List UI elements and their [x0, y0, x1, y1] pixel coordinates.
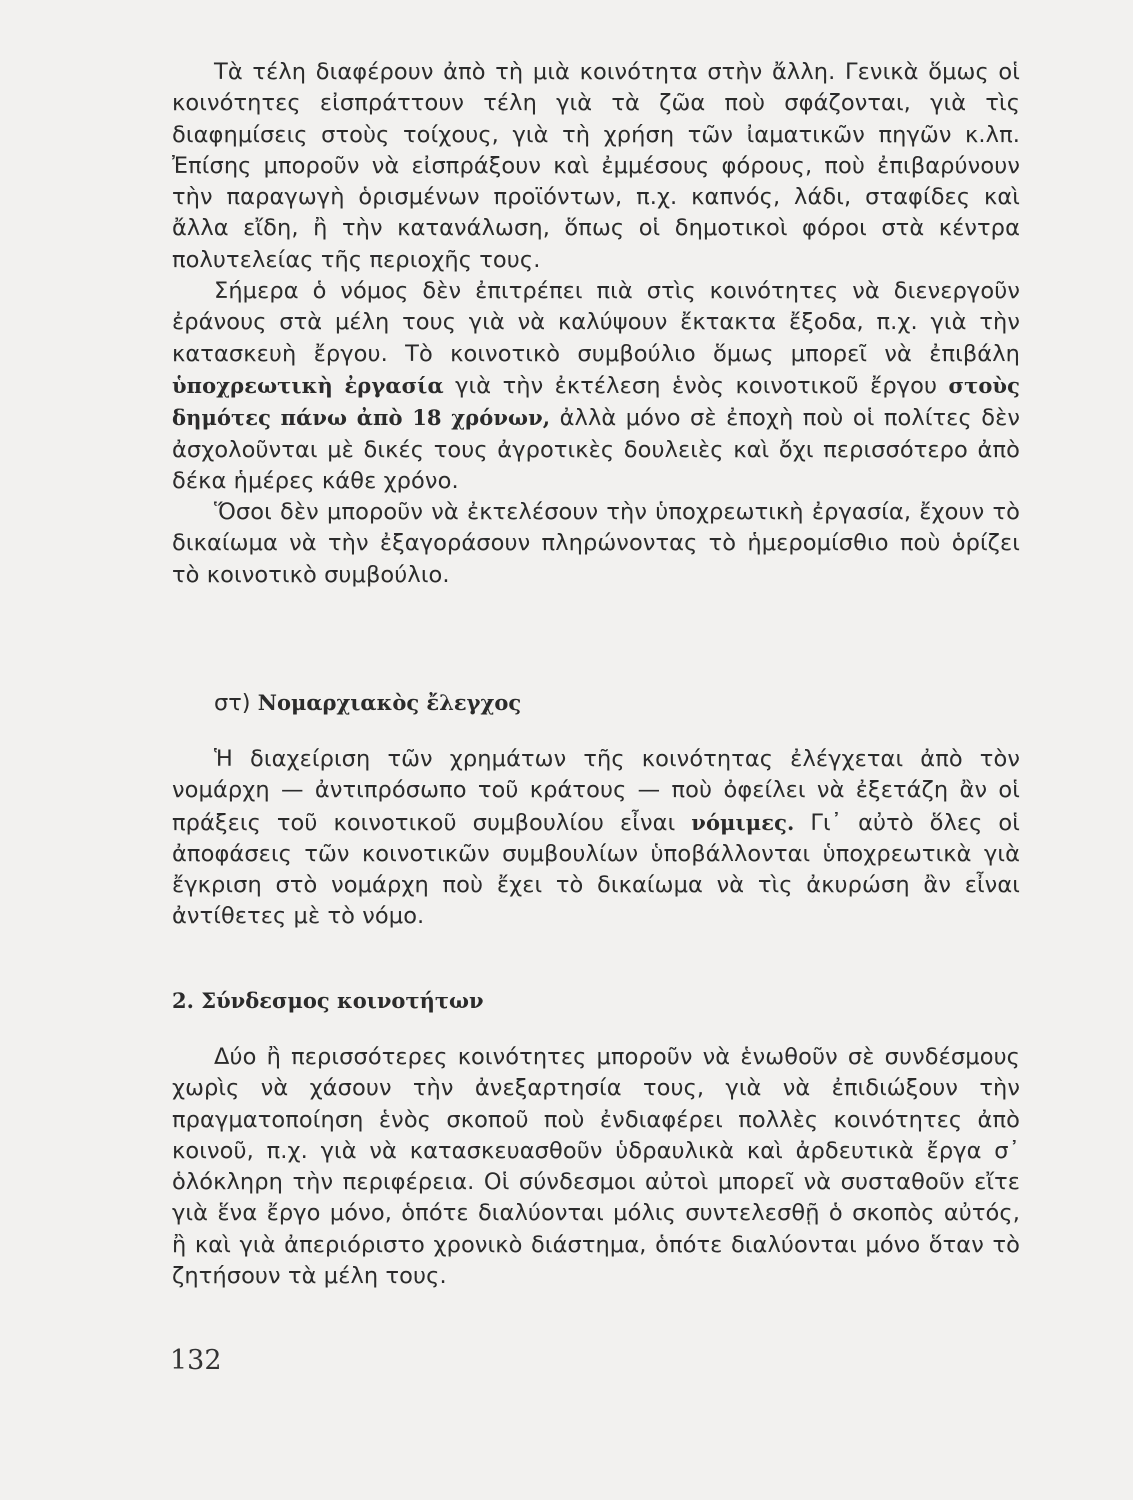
paragraph-prefect-control [172, 744, 1020, 933]
paragraph-text: Σήμερα ὁ νόμος δὲν ἐπιτρέπει πιὰ στὶς κοινότητες νὰ διενεργοῦν ἐράνους στὰ μέλη τους γιὰ νὰ καλύψουν ἔκτακτα ἔξοδα, π.χ. γιὰ τὴν κατασκευὴ ἔργου. Τὸ κοινοτικὸ συμβούλιο ὅμως μπορεῖ νὰ ἐπιβάλη [172, 278, 1020, 367]
bold-term-lawful: νόμιμες. [691, 809, 795, 835]
subheading-prefecture-control [214, 690, 521, 716]
page-number: 132 [170, 1345, 222, 1376]
paragraph-buyout: Ὅσοι δὲν μποροῦν νὰ ἐκτελέσουν τὴν ὑποχρεωτικὴ ἐργασία, ἔχουν τὸ δικαίωμα νὰ τὴν ἐξαγοράσουν πληρώνοντας τὸ ἡμερομίσθιο ποὺ ὁρίζει τὸ κοινοτικὸ συμβούλιο. [172, 499, 1020, 588]
paragraph-text: Ἡ διαχείριση τῶν χρημάτων τῆς κοινότητας ἐλέγχεται ἀπὸ τὸν νομάρχη — ἀντιπρόσωπο τοῦ κράτους — ποὺ ὀφείλει νὰ ἐξετάζη ἂν οἱ πράξεις τοῦ κοινοτικοῦ συμβουλίου εἶναι [172, 746, 1020, 836]
text-block-1 [172, 57, 1020, 591]
bold-term-compulsory-work: ὑποχρεωτικὴ ἐργασία [172, 372, 444, 398]
paragraph-text: Γι᾽ αὐτὸ ὅλες οἱ ἀποφάσεις τῶν κοινοτικῶν συμβουλίων ὑποβάλλονται ὑποχρεωτικὰ γιὰ ἔγκριση στὸ νομάρχη ποὺ ἔχει τὸ δικαίωμα νὰ τὶς ἀκυρώση ἂν εἶναι ἀντίθετες μὲ τὸ νόμο. [172, 809, 1020, 930]
text-block-2 [172, 744, 1020, 933]
paragraph-text: ἀλλὰ μόνο σὲ ἐποχὴ ποὺ οἱ πολίτες δὲν ἀσχολοῦνται μὲ δικές τους ἀγροτικὲς δουλειὲς καὶ ὄχι περισσότερο ἀπὸ δέκα ἡμέρες κάθε χρόνο. [172, 405, 1020, 494]
text-block-3 [172, 1042, 1020, 1292]
subheading-title: Νομαρχιακὸς ἔλεγχος [257, 690, 522, 715]
bold-term-citizens-over-18: στοὺς δημότες πάνω ἀπὸ 18 χρόνων, [172, 372, 1020, 431]
paragraph-fees: Τὰ τέλη διαφέρουν ἀπὸ τὴ μιὰ κοινότητα στὴν ἄλλη. Γενικὰ ὅμως οἱ κοινότητες εἰσπράττουν τέλη γιὰ τὰ ζῶα ποὺ σφάζονται, γιὰ τὶς διαφημίσεις στοὺς τοίχους, γιὰ τὴ χρήση τῶν ἰαματικῶν πηγῶν κ.λπ. Ἐπίσης μποροῦν νὰ εἰσπράξουν καὶ ἐμμέσους φόρους, ποὺ ἐπιβαρύνουν τὴν παραγωγὴ ὁρισμένων προϊόντων, π.χ. καπνός, λάδι, σταφίδες καὶ ἄλλα εἴδη, ἢ τὴν κατανάλωση, ὅπως οἱ δημοτικοὶ φόροι στὰ κέντρα πολυτελείας τῆς περιοχῆς τους. [172, 59, 1020, 273]
paragraph-compulsory-work [172, 276, 1020, 497]
paragraph-text: γιὰ τὴν ἐκτέλεση ἑνὸς κοινοτικοῦ ἔργου [443, 372, 949, 399]
paragraph-unions: Δύο ἢ περισσότερες κοινότητες μποροῦν νὰ ἑνωθοῦν σὲ συνδέσμους χωρὶς νὰ χάσουν τὴν ἀνεξαρτησία τους, γιὰ νὰ ἐπιδιώξουν τὴν πραγματοποίηση ἑνὸς σκοποῦ ποὺ ἐνδιαφέρει πολλὲς κοινότητες ἀπὸ κοινοῦ, π.χ. γιὰ νὰ κατασκευασθοῦν ὑδραυλικὰ καὶ ἀρδευτικὰ ἔργα σ᾽ ὁλόκληρη τὴν περιφέρεια. Οἱ σύνδεσμοι αὐτοὶ μπορεῖ νὰ συσταθοῦν εἴτε γιὰ ἕνα ἔργο μόνο, ὁπότε διαλύονται μόλις συντελεσθῇ ὁ σκοπὸς αὐτός, ἢ καὶ γιὰ ἀπεριόριστο χρονικὸ διάστημα, ὁπότε διαλύονται μόνο ὅταν τὸ ζητήσουν τὰ μέλη τους. [172, 1044, 1020, 1290]
subheading-prefix: στ) [214, 690, 251, 716]
section-heading-community-union: 2. Σύνδεσμος κοινοτήτων [172, 988, 484, 1013]
